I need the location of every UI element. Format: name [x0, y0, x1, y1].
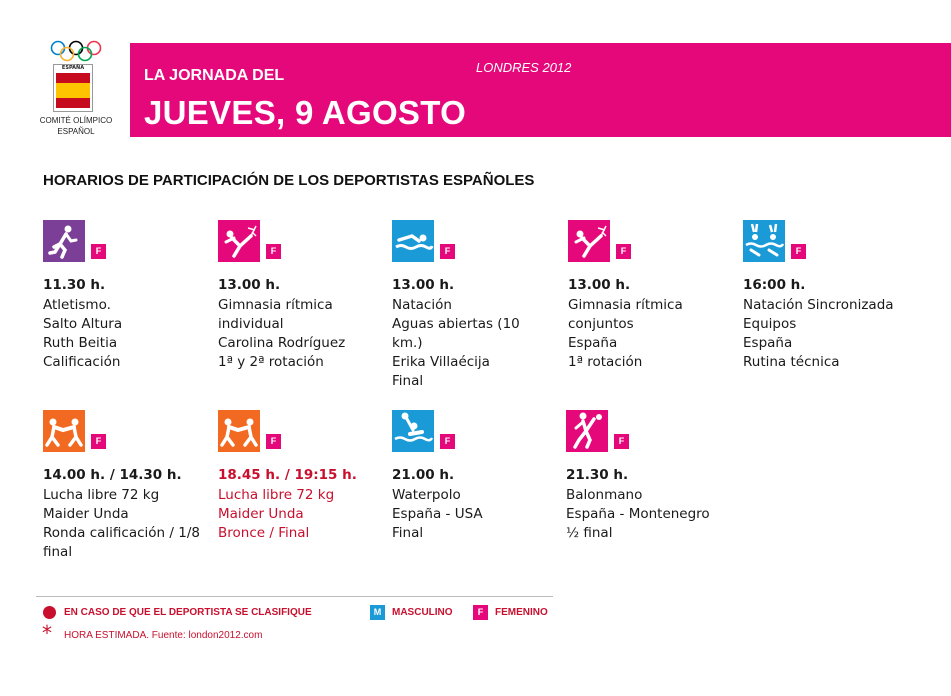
event-time: 21.30 h.: [566, 467, 629, 483]
event-detail-line: 1ª y 2ª rotación: [218, 354, 324, 370]
female-badge: F: [440, 434, 455, 449]
event-detail-line: Final: [392, 373, 424, 389]
event-details: [743, 296, 915, 372]
header-subtitle: LA JORNADA DEL: [144, 67, 285, 84]
female-badge: F: [266, 244, 281, 259]
event-detail-line: km.): [392, 335, 423, 351]
section-title: HORARIOS DE PARTICIPACIÓN DE LOS DEPORTISTAS ESPAÑOLES: [43, 172, 535, 189]
female-badge: F: [91, 434, 106, 449]
female-badge: F: [614, 434, 629, 449]
event-detail-line: España - USA: [392, 506, 483, 522]
female-badge: F: [440, 244, 455, 259]
event-time: 13.00 h.: [218, 277, 281, 293]
event-details: [218, 296, 390, 372]
logo-text-line1: COMITÉ OLÍMPICO: [39, 116, 113, 125]
event-detail-line: Ronda calificación / 1/8: [43, 525, 200, 541]
event-detail-line: España: [568, 335, 618, 351]
event-detail-line: Maider Unda: [218, 506, 304, 522]
wrestling-icon: [43, 410, 85, 452]
legend-female: FEMENINO: [495, 607, 548, 618]
water-polo-icon: [392, 410, 434, 452]
event-details: [566, 486, 738, 543]
event-detail-line: Waterpolo: [392, 487, 461, 503]
female-badge: F: [616, 244, 631, 259]
event-detail-line: Final: [392, 525, 424, 541]
event-detail-line: Erika Villaécija: [392, 354, 490, 370]
event-details: [568, 296, 740, 372]
legend-qualify: EN CASO DE QUE EL DEPORTISTA SE CLASIFIQUE: [64, 607, 312, 618]
footer-divider: [36, 596, 553, 597]
male-badge: M: [370, 605, 385, 620]
handball-icon: [566, 410, 608, 452]
event-detail-line: Rutina técnica: [743, 354, 840, 370]
legend-estimated: HORA ESTIMADA. Fuente: london2012.com: [64, 630, 263, 641]
event-detail-line: España: [743, 335, 793, 351]
event-detail-line: final: [43, 544, 73, 560]
event-time: 11.30 h.: [43, 277, 106, 293]
event-detail-line: ½ final: [566, 525, 613, 541]
wrestling-icon: [218, 410, 260, 452]
event-detail-line: Salto Altura: [43, 316, 123, 332]
event-details: [392, 486, 564, 543]
event-detail-line: Carolina Rodríguez: [218, 335, 346, 351]
coe-logo: [36, 40, 116, 140]
event-detail-line: Balonmano: [566, 487, 643, 503]
logo-text-line2: ESPAÑOL: [57, 127, 95, 136]
rhythmic-gymnastics-icon: [568, 220, 610, 262]
event-details: [43, 486, 215, 562]
asterisk-icon: *: [42, 621, 52, 645]
event-detail-line: Natación Sincronizada: [743, 297, 894, 313]
event-detail-line: Lucha libre 72 kg: [43, 487, 160, 503]
header-date: JUEVES, 9 AGOSTO: [144, 94, 467, 131]
event-detail-line: España - Montenegro: [566, 506, 710, 522]
swimming-icon: [392, 220, 434, 262]
event-time: 14.00 h. / 14.30 h.: [43, 467, 182, 483]
event-detail-line: Lucha libre 72 kg: [218, 487, 335, 503]
event-detail-line: 1ª rotación: [568, 354, 643, 370]
event-details: [392, 296, 564, 391]
event-detail-line: Gimnasia rítmica: [218, 297, 333, 313]
female-badge: F: [266, 434, 281, 449]
event-time: 13.00 h.: [392, 277, 455, 293]
event-detail-line: individual: [218, 316, 284, 332]
spain-flag-icon: [53, 64, 93, 112]
olympic-rings-icon: [48, 40, 104, 62]
event-detail-line: Atletismo.: [43, 297, 111, 313]
event-time: 18.45 h. / 19:15 h.: [218, 467, 357, 483]
event-detail-line: Equipos: [743, 316, 797, 332]
rhythmic-gymnastics-icon: [218, 220, 260, 262]
female-badge: F: [791, 244, 806, 259]
legend-male: MASCULINO: [392, 607, 453, 618]
header-band: [130, 43, 951, 137]
event-details: [218, 486, 390, 543]
event-detail-line: Maider Unda: [43, 506, 129, 522]
event-detail-line: Natación: [392, 297, 452, 313]
event-time: 21.00 h.: [392, 467, 455, 483]
event-detail-line: Bronce / Final: [218, 525, 310, 541]
event-time: 16:00 h.: [743, 277, 806, 293]
event-detail-line: conjuntos: [568, 316, 634, 332]
synchronized-swimming-icon: [743, 220, 785, 262]
event-detail-line: Aguas abiertas (10: [392, 316, 520, 332]
flag-caption: ESPAÑA: [61, 65, 85, 71]
event-time: 13.00 h.: [568, 277, 631, 293]
female-badge: F: [91, 244, 106, 259]
header-city: LONDRES 2012: [476, 60, 572, 75]
athletics-icon: [43, 220, 85, 262]
qualify-dot-icon: [43, 606, 56, 619]
event-detail-line: Ruth Beitia: [43, 335, 118, 351]
event-detail-line: Calificación: [43, 354, 121, 370]
event-detail-line: Gimnasia rítmica: [568, 297, 683, 313]
event-details: [43, 296, 215, 372]
female-badge: F: [473, 605, 488, 620]
